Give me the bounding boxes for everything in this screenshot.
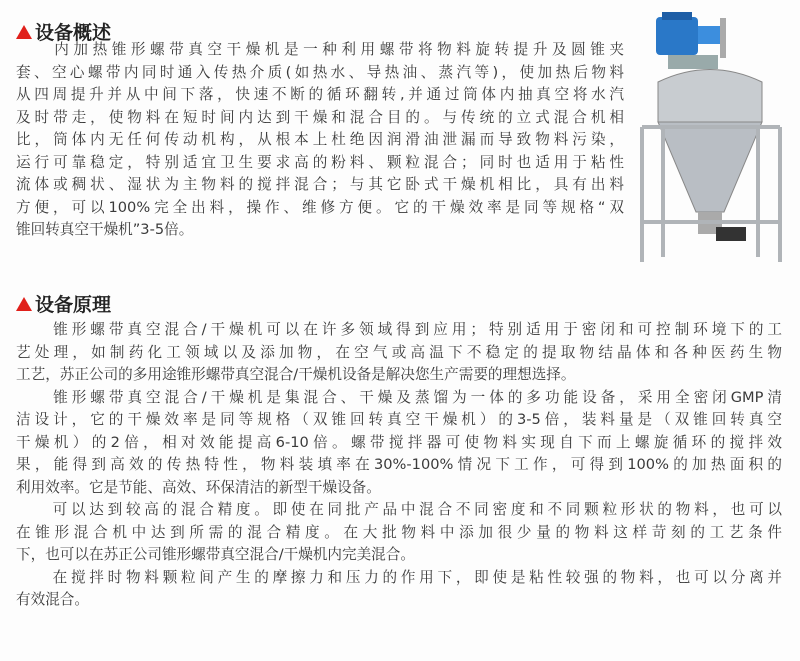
text-line: 艺处理，如制药化工领域以及添加物，在空气或高温下不稳定的提取物结晶体和各种医药生物 [16,343,782,361]
conical-ribbon-dryer-image [628,12,794,267]
text-line: 流体或稠状、湿状为主物料的搅拌混合；与其它卧式干燥机相比，具有出料 [16,176,624,193]
text-line: 利用效率。它是节能、高效、环保清洁的新型干燥设备。 [16,478,381,496]
section-title-text: 设备原理 [35,294,112,316]
text-line: 在锥形混合机中达到所需的混合精度。在大批物料中添加很少量的物料这样苛刻的工艺条件 [16,523,782,541]
text-line: 干燥机）的2倍，相对效能提高6-10倍。螺带搅拌器可使物料实现自下而上螺旋循环的搅拌效 [16,433,782,451]
triangle-bullet-icon [16,25,32,39]
text-line: 果，能得到高效的传热特性，物料装填率在30%-100%情况下工作，可得到100%的加热面积的 [16,456,782,473]
text-line: 从四周提升并从中间下落，快速不断的循环翻转,并通过筒体内抽真空将水汽 [16,86,624,103]
text-line: 有效混合。 [16,591,89,608]
text-line: 下，也可以在苏正公司锥形螺带真空混合/干燥机内完美混合。 [16,546,415,563]
text-line: 锥形螺带真空混合/干燥机可以在许多领域得到应用；特别适用于密闭和可控制环境下的工 [16,321,782,338]
text-line: 工艺，苏正公司的多用途锥形螺带真空混合/干燥机设备是解决您生产需要的理想选择。 [16,366,576,383]
text-line: 比，筒体内无任何传动机构，从根本上杜绝因润滑油泄漏而导致物料污染， [16,131,624,148]
section-title-text: 设备概述 [35,22,112,44]
overview-paragraph [16,39,624,242]
text-line: 及时带走，使物料在短时间内达到干燥和混合目的。与传统的立式混合机相 [16,108,624,126]
principle-paragraph [16,319,782,612]
section-title-principle [16,290,111,317]
text-line: 洁设计，它的干燥效率是同等规格（双锥回转真空干燥机）的3-5倍，装料量是（双锥回转真空 [16,411,782,428]
text-line: 套、空心螺带内同时通入传热介质(如热水、导热油、蒸汽等)，使加热后物料 [16,63,624,81]
text-line: 运行可靠稳定，特别适宜卫生要求高的粉料、颗粒混合；同时也适用于粘性 [16,153,624,171]
text-line: 锥形螺带真空混合/干燥机是集混合、干燥及蒸馏为一体的多功能设备，采用全密闭GMP清 [16,388,782,406]
text-line: 可以达到较高的混合精度。即使在同批产品中混合不同密度和不同颗粒形状的物料，也可以 [16,501,782,518]
text-line: 在搅拌时物料颗粒间产生的摩擦力和压力的作用下，即使是粘性较强的物料，也可以分离并 [16,568,782,586]
text-line: 锥回转真空干燥机”3-5倍。 [16,221,194,238]
triangle-bullet-icon [16,297,32,311]
text-line: 方便，可以100%完全出料，操作、维修方便。它的干燥效率是同等规格“双 [16,198,624,216]
text-line: 内加热锥形螺带真空干燥机是一种利用螺带将物料旋转提升及圆锥夹 [16,41,624,58]
